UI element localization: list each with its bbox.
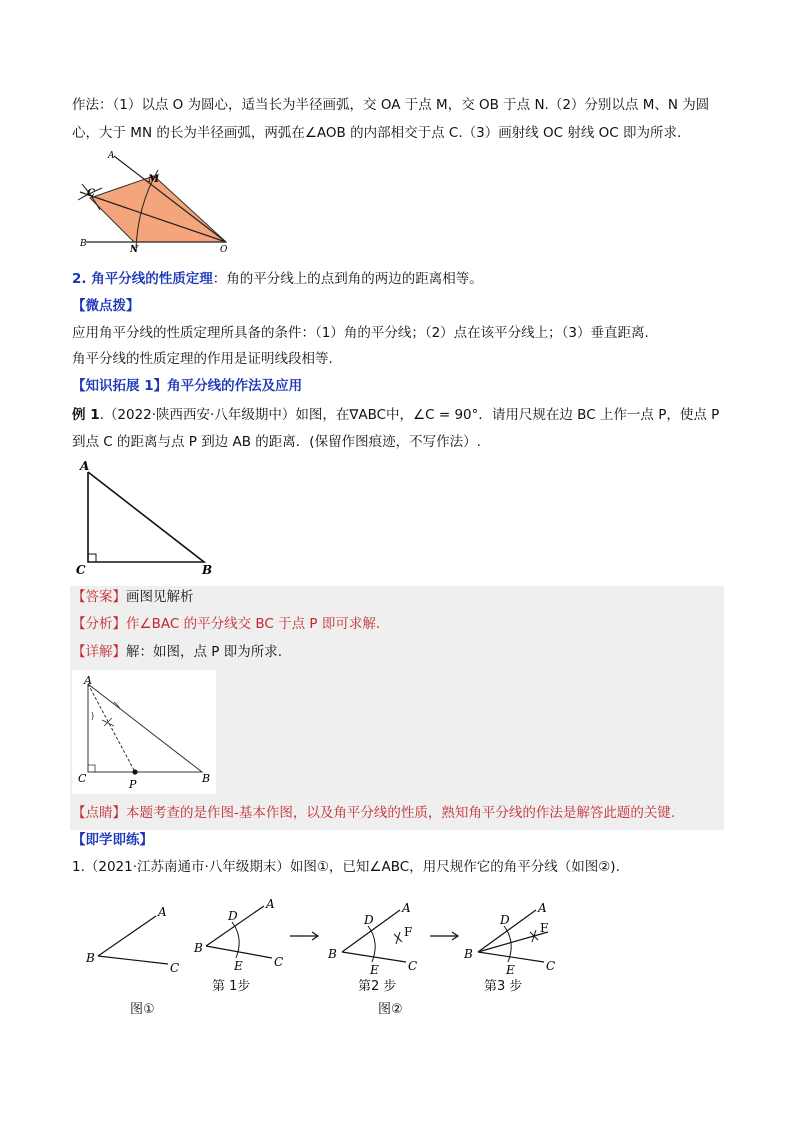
arc-mark-1	[92, 712, 93, 720]
practice-heading: 【即学即练】	[72, 832, 153, 848]
label-m: M	[148, 174, 160, 185]
label-d: D	[364, 913, 374, 927]
label-a: A	[402, 901, 411, 915]
figure-step-3	[463, 901, 555, 977]
label-e: E	[234, 959, 243, 973]
label-c: C	[170, 961, 180, 975]
example-line-1	[72, 406, 719, 424]
label-p: P	[129, 778, 137, 791]
label-e: E	[370, 963, 379, 977]
answer-tag: 【答案】	[72, 589, 126, 605]
figure-step-1	[193, 897, 283, 973]
tip-line-1: 应用角平分线的性质定理所具备的条件：（1）角的平分线；（2）点在该平分线上；（3）垂直距离.	[72, 325, 649, 341]
figure-solution-triangle	[78, 674, 214, 792]
example-text-1: .（2022·陕西西安·八年级期中）如图，在∇ABC中，∠C = 90°．请用尺规在边 BC 上作一点 P，使点 P	[99, 407, 720, 423]
theorem-text: ：角的平分线上的点到角的两边的距离相等。	[212, 271, 483, 287]
arc-cross	[102, 718, 114, 726]
bisector-dashed	[88, 684, 135, 772]
figure-step-2	[327, 901, 417, 977]
label-a: A	[108, 151, 115, 161]
label-o: O	[220, 245, 228, 255]
example-label: 例 1	[72, 407, 100, 423]
label-d: D	[500, 913, 510, 927]
right-angle-mark	[88, 765, 95, 772]
figure-angle-abc	[85, 905, 179, 975]
label-c: C	[87, 188, 95, 199]
figure-right-triangle	[76, 458, 216, 576]
answer-text: 画图见解析	[126, 589, 194, 605]
label-a: A	[80, 459, 90, 473]
caption-figure-1: 图①	[130, 1002, 155, 1017]
remark-tag: 【点睛】	[72, 805, 126, 821]
example-line-2: 到点 C 的距离与点 P 到边 AB 的距离．(保留作图痕迹，不写作法）.	[72, 434, 481, 450]
method-line-1: 作法：（1）以点 O 为圆心，适当长为半径画弧，交 OA 于点 M，交 OB 于点 N.（2）分别以点 M、N 为圆	[72, 97, 710, 113]
caption-step-1: 第 1步	[212, 979, 251, 994]
arc-mark-2	[114, 702, 120, 709]
triangle-abc	[88, 684, 202, 772]
remark-line	[72, 804, 675, 822]
caption-step-3: 第3 步	[484, 979, 523, 994]
label-a: A	[266, 897, 275, 911]
label-a: A	[538, 901, 547, 915]
label-b: B	[328, 947, 337, 961]
label-b: B	[194, 941, 203, 955]
detail-line	[72, 643, 282, 661]
answer-line	[72, 588, 194, 606]
label-c: C	[78, 772, 87, 785]
label-b: B	[202, 772, 211, 785]
caption-step-2: 第2 步	[358, 979, 397, 994]
label-f: F	[540, 921, 549, 935]
label-a: A	[158, 905, 167, 919]
analysis-line	[72, 615, 380, 633]
label-c: C	[408, 959, 418, 973]
remark-text: 本题考查的是作图-基本作图，以及角平分线的性质，熟知角平分线的作法是解答此题的关键.	[126, 805, 676, 821]
tip-line-2: 角平分线的性质定理的作用是证明线段相等.	[72, 351, 333, 367]
triangle-abc	[88, 472, 204, 562]
shaded-quadrilateral	[90, 176, 226, 242]
analysis-tag: 【分析】	[72, 616, 126, 632]
label-c: C	[76, 563, 86, 577]
theorem-line	[72, 270, 483, 288]
label-c: C	[274, 955, 284, 969]
arrow-icon	[290, 932, 318, 940]
label-b: B	[464, 947, 473, 961]
label-b: B	[202, 563, 213, 577]
extension-heading: 【知识拓展 1】角平分线的作法及应用	[72, 378, 303, 394]
detail-text: 解：如图，点 P 即为所求.	[126, 644, 283, 660]
method-line-2: 心，大于 MN 的长为半径画弧，两弧在∠AOB 的内部相交于点 C.（3）画射线 OC 射线 OC 即为所求.	[72, 125, 682, 141]
label-n: N	[130, 245, 139, 255]
label-a: A	[84, 674, 92, 687]
label-d: D	[228, 909, 238, 923]
figure-angle-bisector-construction	[74, 150, 244, 255]
detail-tag: 【详解】	[72, 644, 126, 660]
theorem-title: 2. 角平分线的性质定理	[72, 271, 213, 287]
point-p	[132, 769, 137, 774]
label-f: F	[404, 925, 413, 939]
analysis-text: 作∠BAC 的平分线交 BC 于点 P 即可求解.	[126, 616, 381, 632]
tip-heading: 【微点拨】	[72, 298, 140, 314]
arrow-icon	[430, 932, 458, 940]
label-b: B	[80, 239, 87, 249]
caption-figure-2: 图②	[378, 1002, 403, 1017]
label-e: E	[506, 963, 515, 977]
practice-line-1: 1.（2021·江苏南通市·八年级期末）如图①，已知∠ABC，用尺规作它的角平分线（如图②).	[72, 859, 620, 875]
right-angle-mark	[88, 554, 96, 562]
label-b: B	[86, 951, 95, 965]
label-c: C	[546, 959, 556, 973]
